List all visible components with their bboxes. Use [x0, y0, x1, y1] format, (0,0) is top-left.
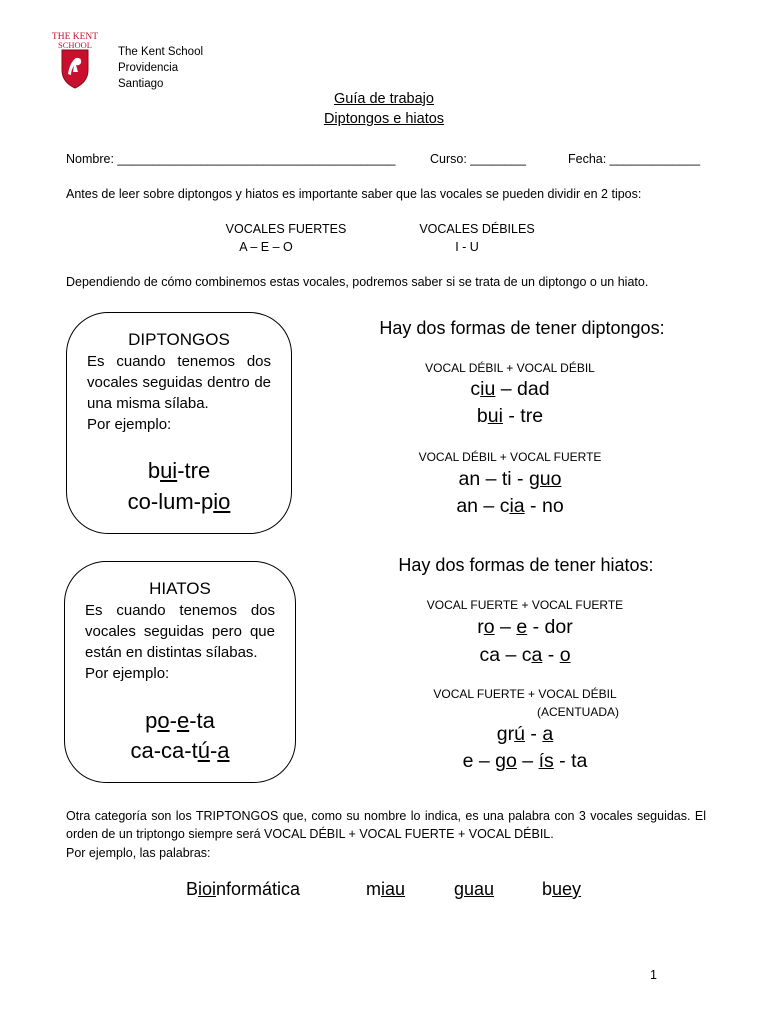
text-part: - dor: [527, 616, 573, 638]
text-part: m: [366, 879, 381, 899]
text-part: -: [525, 723, 543, 745]
text-part: gr: [496, 723, 515, 745]
fecha-field: Fecha: _____________: [568, 152, 701, 166]
hiatos-label-strong-weak: VOCAL FUERTE + VOCAL DÉBIL: [433, 687, 617, 701]
weak-vowels-title: VOCALES DÉBILES: [419, 222, 535, 236]
hiatos-heading: Hay dos formas de tener hiatos:: [398, 555, 654, 575]
text-part: - no: [524, 495, 564, 517]
school-info: [118, 44, 203, 92]
hiatos-example-cacatua: [64, 735, 296, 766]
diptongos-heading: Hay dos formas de tener diptongos:: [379, 318, 665, 338]
word-roedor: [375, 616, 675, 639]
triptongos-paragraph: Otra categoría son los TRIPTONGOS que, como su nombre lo indica, es una palabra con 3 vocales seguidas. El orden de un triptongo siempre será VOCAL DÉBIL + VOCAL FUERTE + VOCAL DÉBIL.: [66, 809, 706, 841]
underlined-vowel: e: [176, 708, 190, 733]
underlined-vowels: uey: [552, 879, 582, 899]
text-part: -: [542, 644, 560, 666]
underlined-vowels: ia: [509, 495, 525, 517]
text-part: b: [476, 405, 488, 427]
text-part: -tre: [177, 458, 211, 483]
diptongos-box-title: DIPTONGOS: [128, 330, 230, 349]
diptongos-example-columpio: [66, 486, 292, 517]
curso-field: Curso: ________: [430, 152, 526, 166]
school-crest-logo: [46, 30, 104, 90]
diptongos-example-buitre: [66, 455, 292, 486]
text-part: –: [516, 750, 539, 772]
underlined-vowels: io: [213, 489, 231, 514]
hiatos-box-desc: Es cuando tenemos dos vocales seguidas pero que están en distintas sílabas.: [85, 602, 275, 661]
diptongos-label-weak-strong: VOCAL DÉBIL + VOCAL FUERTE: [418, 450, 602, 464]
weak-vowels-list: I - U: [455, 240, 479, 254]
page-title: Guía de trabajo: [334, 91, 434, 107]
school-district: Providencia: [118, 62, 179, 74]
text-part: -: [209, 738, 218, 763]
word-anciano: [360, 495, 660, 518]
text-part: r: [477, 616, 484, 638]
hiatos-label-acentuada: (ACENTUADA): [536, 705, 619, 719]
underlined-vowel: a: [542, 723, 554, 745]
svg-text:SCHOOL: SCHOOL: [57, 40, 93, 50]
underlined-vowel: o: [483, 616, 495, 638]
combine-paragraph: Dependiendo de cómo combinemos estas vocales, podremos saber si se trata de un diptongo o un hiato.: [66, 275, 649, 289]
text-part: g: [454, 879, 465, 899]
underlined-vowels: iau: [381, 879, 406, 899]
underlined-vowels: iu: [480, 378, 496, 400]
underlined-vowel: ú: [197, 738, 210, 763]
underlined-vowel: ís: [538, 750, 554, 772]
text-part: b: [542, 879, 553, 899]
strong-vowels-list: A – E – O: [239, 240, 293, 254]
text-part: ca – c: [479, 644, 532, 666]
page-number: 1: [650, 968, 657, 982]
diptongos-box-desc: Es cuando tenemos dos vocales seguidas dentro de una misma sílaba.: [87, 353, 271, 412]
underlined-vowel: o: [157, 708, 170, 733]
svg-text:THE KENT: THE KENT: [51, 32, 99, 42]
underlined-vowels: guo: [528, 468, 562, 490]
underlined-vowels: uau: [464, 879, 495, 899]
hiatos-example-poeta: [64, 705, 296, 736]
hiatos-box-title: HIATOS: [149, 579, 211, 598]
text-part: co-lum-p: [127, 489, 214, 514]
hiatos-box-por-ejemplo: Por ejemplo:: [85, 665, 170, 682]
text-part: e – g: [462, 750, 507, 772]
word-cacao: [375, 644, 675, 667]
school-city: Santiago: [118, 78, 164, 90]
page-subtitle: Diptongos e hiatos: [323, 111, 445, 127]
nombre-field: Nombre: ________________________________________: [66, 152, 396, 166]
word-buey: [542, 879, 581, 900]
intro-text: Antes de leer sobre diptongos y hiatos es importante saber que las vocales se pueden dividir en 2 tipos:: [66, 187, 642, 201]
strong-vowels-title: VOCALES FUERTES: [225, 222, 347, 236]
text-part: - tre: [502, 405, 544, 427]
word-ciudad: [360, 378, 660, 401]
text-part: - ta: [553, 750, 588, 772]
word-bioinformatica: [186, 879, 300, 900]
underlined-vowel: o: [506, 750, 517, 772]
text-part: -ta: [189, 708, 215, 733]
underlined-vowels: ui: [487, 405, 503, 427]
hiatos-label-strong-strong: VOCAL FUERTE + VOCAL FUERTE: [426, 598, 624, 612]
text-part: nformática: [216, 879, 301, 899]
underlined-vowel: o: [559, 644, 571, 666]
word-egoista: [375, 750, 675, 773]
underlined-vowel: ú: [514, 723, 525, 745]
text-part: an – c: [456, 495, 510, 517]
word-guau: [454, 879, 494, 900]
diptongos-label-weak-weak: VOCAL DÉBIL + VOCAL DÉBIL: [425, 361, 595, 375]
text-part: ca-ca-t: [130, 738, 198, 763]
word-miau: [366, 879, 405, 900]
school-name: The Kent School: [118, 46, 204, 58]
word-grua: [375, 723, 675, 746]
underlined-vowels: ioi: [198, 879, 217, 899]
text-part: c: [470, 378, 481, 400]
text-part: an – ti -: [458, 468, 529, 490]
text-part: –: [494, 616, 517, 638]
triptongos-examples-intro: Por ejemplo, las palabras:: [66, 846, 211, 860]
text-part: B: [186, 879, 199, 899]
word-buitre: [360, 405, 660, 428]
underlined-vowel: a: [217, 738, 230, 763]
underlined-vowel: e: [516, 616, 528, 638]
text-part: -: [169, 708, 177, 733]
diptongos-box-por-ejemplo: Por ejemplo:: [87, 416, 172, 433]
word-antiguo: [360, 468, 660, 491]
text-part: – dad: [495, 378, 550, 400]
text-part: b: [147, 458, 161, 483]
underlined-vowel: a: [531, 644, 543, 666]
text-part: p: [145, 708, 158, 733]
underlined-vowels: ui: [160, 458, 178, 483]
